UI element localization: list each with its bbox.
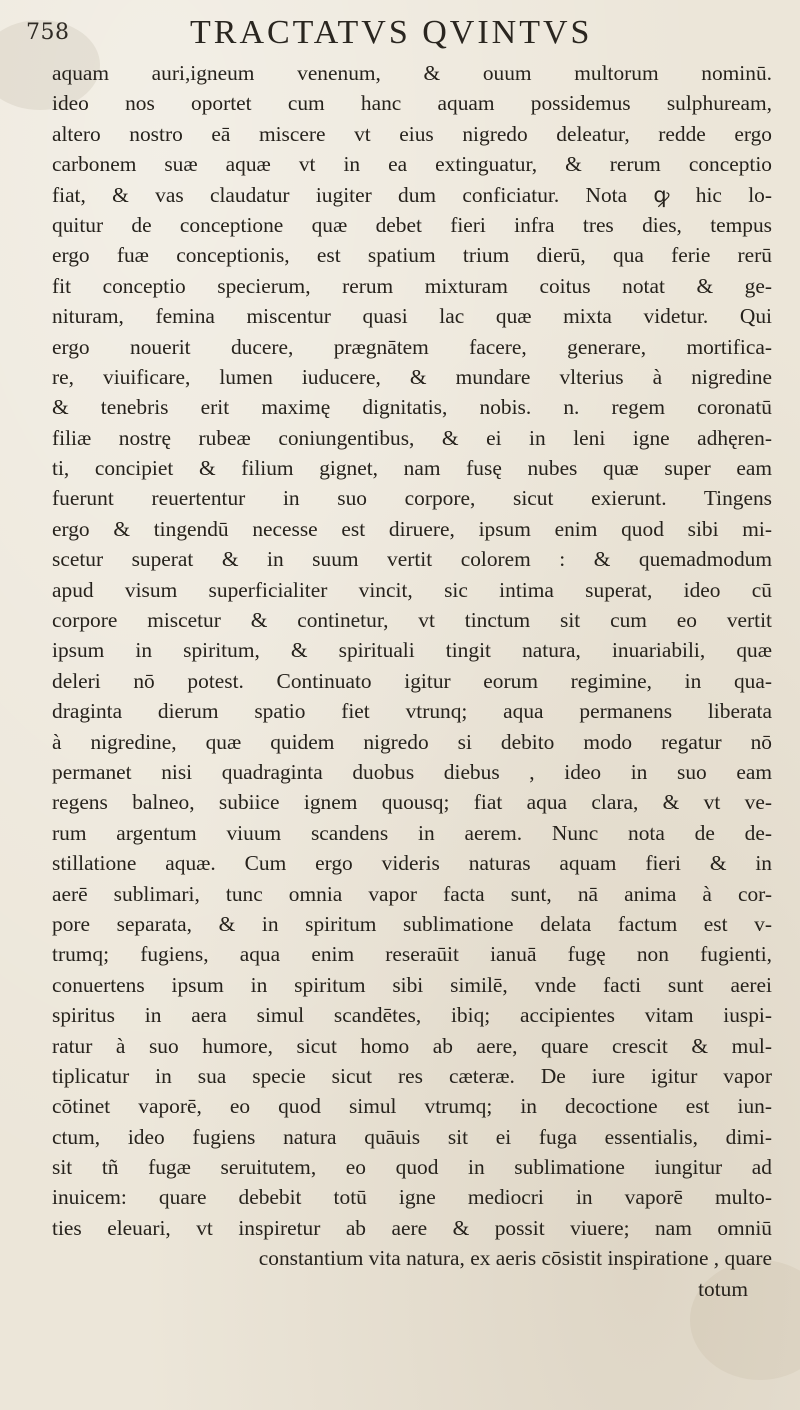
text-line: nituram, femina miscentur quasi lac quæ mixta videtur. Qui: [52, 304, 772, 329]
page-number: 758: [26, 20, 70, 45]
text-line: à nigredine, quæ quidem nigredo si debito modo regatur nō: [52, 729, 772, 754]
text-line: draginta dierum spatio fiet vtrunq; aqua permanens liberata: [52, 699, 772, 724]
body-text: [52, 58, 772, 1304]
text-line: inuicem: quare debebit totū igne mediocri in vaporē multo-: [52, 1185, 772, 1210]
text-line: tiplicatur in sua specie sicut res cæteræ. De iure igitur vapor: [52, 1063, 772, 1088]
text-line: ideo nos oportet cum hanc aquam possidemus sulphuream,: [52, 91, 772, 116]
text-line: re, viuificare, lumen iuducere, & mundare vlterius à nigredine: [52, 364, 772, 389]
text-line: sit tñ fugæ seruitutem, eo quod in sublimatione iungitur ad: [52, 1155, 772, 1180]
text-line: apud visum superficialiter vincit, sic intima superat, ideo cū: [52, 577, 772, 602]
text-line: constantium vita natura, ex aeris cōsistit inspiratione , quare: [258, 1246, 772, 1271]
text-line: conuertens ipsum in spiritum sibi similē, vnde facti sunt aerei: [52, 972, 772, 997]
text-line: & tenebris erit maximę dignitatis, nobis. n. regem coronatū: [52, 395, 772, 420]
text-line: ties eleuari, vt inspiretur ab aere & possit viuere; nam omniū: [52, 1215, 772, 1240]
text-line: carbonem suæ aquæ vt in ea extinguatur, & rerum conceptio: [52, 152, 772, 177]
text-line: fuerunt reuertentur in suo corpore, sicut exierunt. Tingens: [52, 486, 772, 511]
text-line: ipsum in spiritum, & spirituali tingit natura, inuariabili, quæ: [52, 638, 772, 663]
text-line: spiritus in aera simul scandētes, ibiq; accipientes vitam iuspi-: [52, 1003, 772, 1028]
page-header: [0, 14, 800, 54]
text-line: ergo nouerit ducere, prægnātem facere, generare, mortifica-: [52, 334, 772, 359]
text-line: ti, concipiet & filium gignet, nam fusę nubes quæ super eam: [52, 456, 772, 481]
running-head: TRACTATVS QVINTVS: [190, 14, 593, 51]
text-line: ctum, ideo fugiens natura quāuis sit ei fuga essentialis, dimi-: [52, 1124, 772, 1149]
text-line: stillatione aquæ. Cum ergo videris naturas aquam fieri & in: [52, 851, 772, 876]
text-line: altero nostro eā miscere vt eius nigredo deleatur, redde ergo: [52, 121, 772, 146]
text-line: ergo & tingendū necesse est diruere, ipsum enim quod sibi mi-: [52, 516, 772, 541]
text-line: fit conceptio specierum, rerum mixturam coitus notat & ge-: [52, 273, 772, 298]
text-line: rum argentum viuum scandens in aerem. Nunc nota de de-: [52, 820, 772, 845]
text-line: scetur superat & in suum vertit colorem : & quemadmodum: [52, 547, 772, 572]
text-line: cōtinet vaporē, eo quod simul vtrumq; in decoctione est iun-: [52, 1094, 772, 1119]
text-line: corpore miscetur & continetur, vt tinctum sit cum eo vertit: [52, 608, 772, 633]
text-line: permanet nisi quadraginta duobus diebus , ideo in suo eam: [52, 759, 772, 784]
text-line: ergo fuæ conceptionis, est spatium trium dierū, qua ferie rerū: [52, 243, 772, 268]
text-line: filiæ nostrę rubeæ coniungentibus, & ei in leni igne adhęren-: [52, 425, 772, 450]
text-line: aerē sublimari, tunc omnia vapor facta sunt, nā anima à cor-: [52, 881, 772, 906]
text-line: fiat, & vas claudatur iugiter dum conficiatur. Nota ꝙ hic lo-: [52, 182, 772, 207]
catchword: totum: [698, 1276, 748, 1301]
text-line: trumq; fugiens, aqua enim reseraūit ianuā fugę non fugienti,: [52, 942, 772, 967]
text-line: ratur à suo humore, sicut homo ab aere, quare crescit & mul-: [52, 1033, 772, 1058]
text-line: pore separata, & in spiritum sublimatione delata factum est v-: [52, 911, 772, 936]
text-line: deleri nō potest. Continuato igitur eorum regimine, in qua-: [52, 668, 772, 693]
text-line: regens balneo, subiice ignem quousq; fiat aqua clara, & vt ve-: [52, 790, 772, 815]
text-line: quitur de conceptione quæ debet fieri infra tres dies, tempus: [52, 212, 772, 237]
text-line: aquam auri,igneum venenum, & ouum multorum nominū.: [52, 61, 772, 85]
